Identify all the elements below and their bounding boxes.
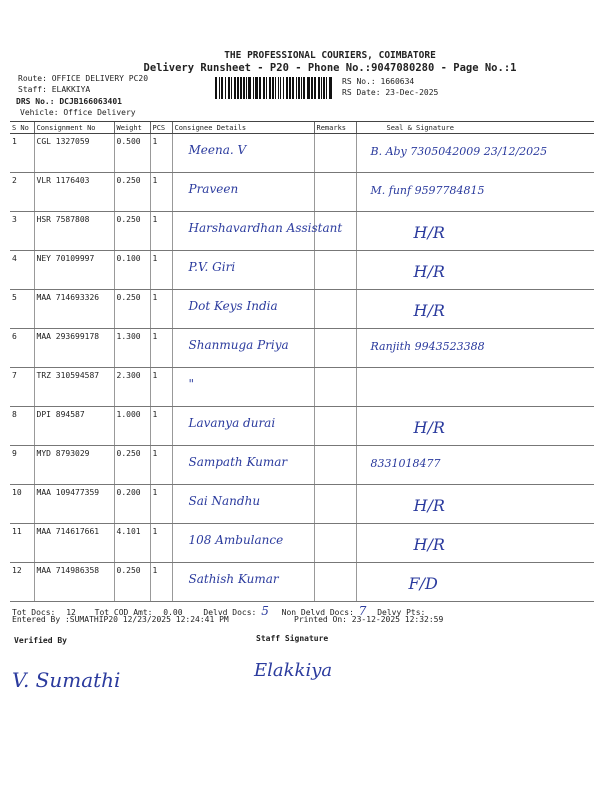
row-sno: 12 [10,563,34,602]
row-pcs: 1 [150,290,172,329]
col-sno: S No [10,122,34,134]
row-consignment-no: MAA 714693326 [34,290,114,329]
row-pcs: 1 [150,446,172,485]
row-sno: 7 [10,368,34,407]
drs-field: DRS No.: DCJB166063401 [16,97,122,106]
printed-on: Printed On: 23-12-2025 12:32:59 [294,615,444,624]
signature-handwriting: H/R [413,418,445,437]
row-pcs: 1 [150,368,172,407]
vehicle-field: Vehicle: Office Delivery [20,108,136,117]
row-pcs: 1 [150,524,172,563]
table-row [10,524,594,563]
col-remarks: Remarks [314,122,356,134]
row-consignment-no: MYD 8793029 [34,446,114,485]
signature-handwriting: 8331018477 [370,457,441,470]
row-pcs: 1 [150,407,172,446]
col-consignment: Consignment No [34,122,114,134]
delvd-value: 5 [261,604,269,618]
table-row [10,407,594,446]
col-pcs: PCS [150,122,172,134]
table-row [10,134,594,173]
row-consignee [172,290,314,329]
consignee-handwriting: Lavanya durai [188,416,276,430]
table-row [10,290,594,329]
row-pcs: 1 [150,134,172,173]
signature-handwriting: F/D [408,574,438,593]
row-seal-signature [356,173,594,212]
row-pcs: 1 [150,173,172,212]
col-consignee: Consignee Details [172,122,314,134]
row-seal-signature [356,446,594,485]
tot-cod-value: 0.00 [163,608,183,617]
consignee-handwriting: Meena. V [188,143,247,157]
row-consignment-no: TRZ 310594587 [34,368,114,407]
col-seal: Seal & Signature [356,122,594,134]
row-consignee [172,251,314,290]
row-remarks [314,446,356,485]
table-row [10,446,594,485]
non-delvd-label: Non Delvd Docs: [281,608,354,617]
row-consignment-no: MAA 293699178 [34,329,114,368]
consignee-handwriting: Sathish Kumar [188,572,279,586]
row-consignee [172,485,314,524]
consignee-handwriting: P.V. Giri [188,260,236,274]
row-consignee [172,329,314,368]
row-seal-signature [356,251,594,290]
row-weight: 0.250 [114,290,150,329]
row-weight: 0.250 [114,173,150,212]
table-row [10,212,594,251]
row-remarks [314,368,356,407]
signature-handwriting: B. Aby 7305042009 23/12/2025 [370,145,548,158]
row-seal-signature [356,212,594,251]
row-consignment-no: MAA 714986358 [34,563,114,602]
consignee-handwriting: Praveen [188,182,239,196]
consignee-handwriting: Harshavardhan Assistant [188,221,343,235]
non-delvd-value: 7 [358,604,367,618]
row-consignee [172,563,314,602]
row-sno: 1 [10,134,34,173]
signature-handwriting: Ranjith 9943523388 [370,340,485,353]
signature-handwriting: H/R [413,262,445,281]
consignee-handwriting: 108 Ambulance [188,533,284,547]
tot-cod-label: Tot COD Amt: [94,608,153,617]
row-remarks [314,485,356,524]
row-seal-signature [356,524,594,563]
row-sno: 5 [10,290,34,329]
row-remarks [314,173,356,212]
row-consignment-no: HSR 7587808 [34,212,114,251]
delvy-pts-label: Delvy Pts: [377,608,426,617]
row-weight: 1.000 [114,407,150,446]
row-sno: 2 [10,173,34,212]
company-name: THE PROFESSIONAL COURIERS, COIMBATORE [224,50,436,61]
row-consignee [172,212,343,251]
row-seal-signature [356,290,594,329]
row-sno: 4 [10,251,34,290]
row-remarks [314,290,356,329]
row-remarks [314,134,356,173]
tot-docs-label: Tot Docs: [12,608,56,617]
row-sno: 10 [10,485,34,524]
row-weight: 2.300 [114,368,150,407]
row-seal-signature [356,485,594,524]
row-pcs: 1 [150,329,172,368]
row-remarks [314,329,356,368]
signature-handwriting: H/R [413,535,445,554]
row-consignment-no: CGL 1327059 [34,134,114,173]
row-seal-signature [356,368,594,407]
row-pcs: 1 [150,212,172,251]
delvd-label: Delvd Docs: [203,608,257,617]
row-weight: 0.250 [114,563,150,602]
table-row [10,329,594,368]
staff-signature-label: Staff Signature [256,634,329,643]
row-consignee [172,173,314,212]
row-sno: 9 [10,446,34,485]
consignee-handwriting: Sai Nandhu [188,494,261,508]
row-weight: 0.250 [114,446,150,485]
table-row [10,173,594,212]
row-pcs: 1 [150,251,172,290]
row-remarks [314,407,356,446]
row-weight: 0.250 [114,212,150,251]
row-pcs: 1 [150,563,172,602]
row-consignee [172,134,314,173]
row-remarks [314,251,356,290]
staff-handwritten-signature: Elakkiya [254,660,333,681]
col-weight: Weight [114,122,150,134]
verified-signature: V. Sumathi [12,668,121,692]
runsheet-title: Delivery Runsheet - P20 - Phone No.:9047080280 - Page No.:1 [143,62,517,74]
row-remarks [314,563,356,602]
consignee-handwriting: Sampath Kumar [188,455,288,469]
row-pcs: 1 [150,485,172,524]
row-consignee [172,446,314,485]
row-consignee [172,524,314,563]
table-row [10,368,594,407]
row-sno: 11 [10,524,34,563]
row-consignment-no: DPI 894587 [34,407,114,446]
verified-by-label: Verified By [14,636,67,645]
row-weight: 0.200 [114,485,150,524]
signature-handwriting: H/R [413,301,445,320]
staff-field: Staff: ELAKKIYA [18,85,91,94]
runsheet-table [10,121,594,602]
table-header-row [10,122,594,134]
signature-handwriting: H/R [413,496,445,515]
barcode [215,77,333,99]
entered-by: Entered By :SUMATHIP20 12/23/2025 12:24:41 PM [12,615,229,624]
row-consignment-no: NEY 70109997 [34,251,114,290]
row-weight: 1.300 [114,329,150,368]
row-seal-signature [356,134,594,173]
row-consignment-no: VLR 1176403 [34,173,114,212]
row-consignee [172,368,314,407]
row-weight: 0.500 [114,134,150,173]
row-remarks [314,524,356,563]
row-sno: 3 [10,212,34,251]
row-weight: 4.101 [114,524,150,563]
row-consignment-no: MAA 714617661 [34,524,114,563]
row-sno: 8 [10,407,34,446]
table-row [10,485,594,524]
route-field: Route: OFFICE DELIVERY PC20 [18,74,149,83]
row-seal-signature [356,563,594,602]
signature-handwriting: M. funf 9597784815 [370,184,485,197]
rs-date-field: RS Date: 23-Dec-2025 [342,88,439,97]
consignee-handwriting: Shanmuga Priya [188,338,289,352]
row-consignment-no: MAA 109477359 [34,485,114,524]
row-consignee [172,407,314,446]
signature-handwriting: H/R [413,223,445,242]
row-sno: 6 [10,329,34,368]
row-seal-signature [356,407,594,446]
consignee-handwriting: " [188,377,195,391]
consignee-handwriting: Dot Keys India [188,299,278,313]
table-row [10,563,594,602]
table-row [10,251,594,290]
row-seal-signature [356,329,594,368]
row-weight: 0.100 [114,251,150,290]
tot-docs-value: 12 [66,608,76,617]
rs-no-field: RS No.: 1660634 [342,77,415,86]
